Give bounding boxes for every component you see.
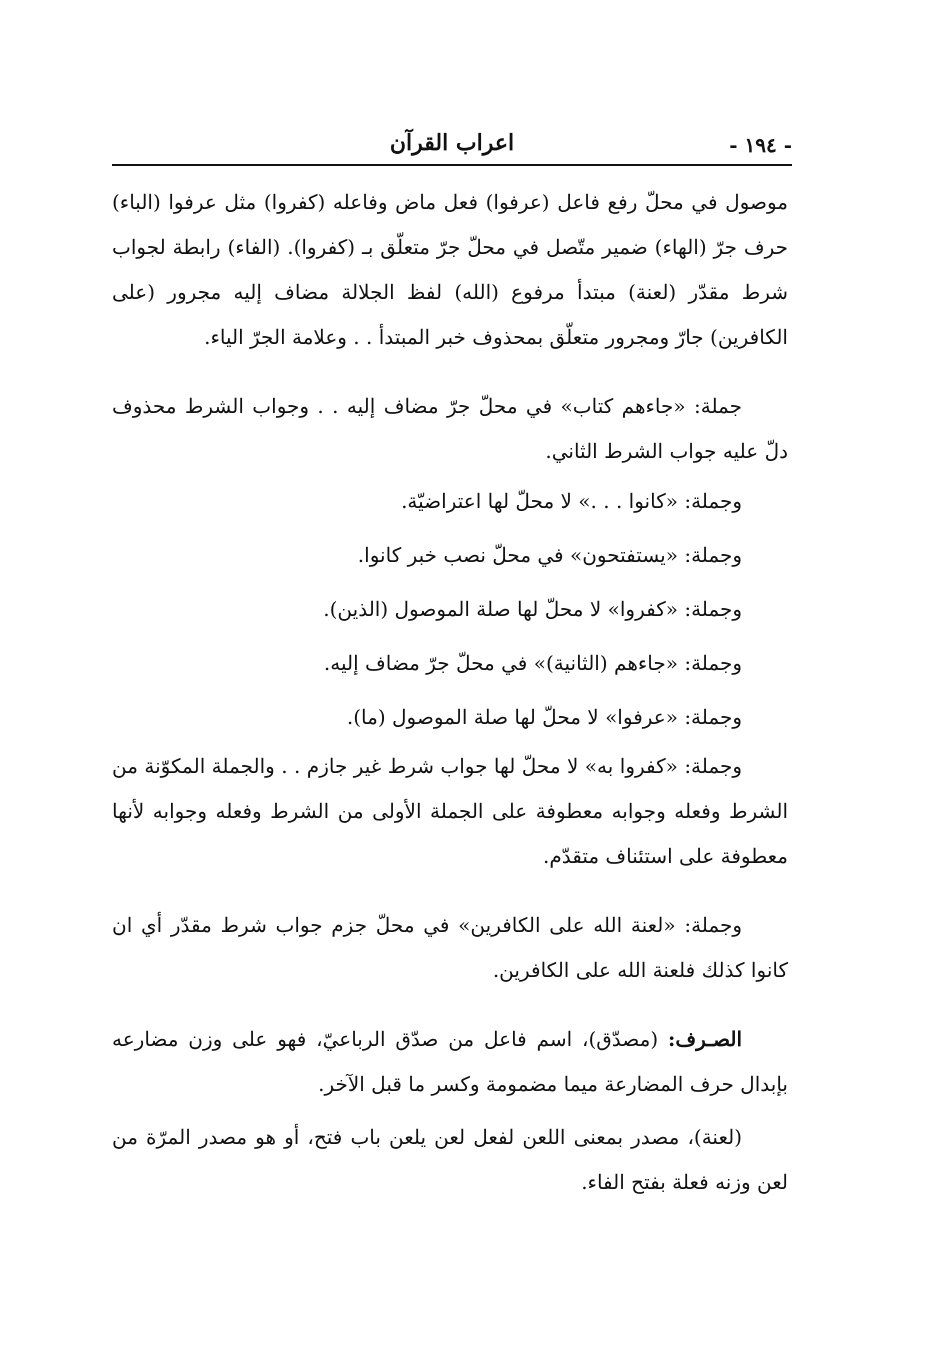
- sarf-label: الصـرف:: [668, 1027, 743, 1051]
- book-title: اعراب القرآن: [389, 130, 515, 156]
- paragraph-lanat-allah: وجملة: «لعنة الله على الكافرين» في محلّ جزم جواب شرط مقدّر أي ان كانوا كذلك فلعنة الله على الكافرين.: [112, 913, 788, 982]
- sentence-item-arafu: وجملة: «عرفوا» لا محلّ لها صلة الموصول (ما).: [346, 705, 742, 729]
- header-divider: [112, 164, 792, 166]
- sentence-item-kanu: وجملة: «كانوا . . .» لا محلّ لها اعتراضيّة.: [401, 489, 742, 513]
- page-header: [112, 128, 792, 166]
- sentence-item-jaahum-second: وجملة: «جاءهم (الثانية)» في محلّ جرّ مضاف إليه.: [323, 651, 742, 675]
- paragraph-kafaru-bihi: وجملة: «كفروا به» لا محلّ لها جواب شرط غير جازم . . والجملة المكوّنة من الشرط وفعله وجوابه معطوفة على الجملة الأولى من الشرط وفعله وجوابه لأنها معطوفة على استئناف متقدّم.: [112, 754, 788, 868]
- paragraph-irab: موصول في محلّ رفع فاعل (عرفوا) فعل ماض وفاعله (كفروا) مثل عرفوا (الباء) حرف جرّ (الهاء) ضمير متّصل في محلّ جرّ متعلّق بـ (كفروا). (الفاء) رابطة لجواب شرط مقدّر (لعنة) مبتدأ مرفوع (الله) لفظ الجلالة مضاف إليه مجرور (على الكافرين) جارّ ومجرور متعلّق بمحذوف خبر المبتدأ . . وعلامة الجرّ الياء.: [112, 190, 788, 349]
- page-content: [112, 180, 788, 1205]
- paragraph-sentence-jaahum: جملة: «جاءهم كتاب» في محلّ جرّ مضاف إليه . . وجواب الشرط محذوف دلّ عليه جواب الشرط الثاني.: [112, 394, 788, 463]
- sentence-item-kafaru: وجملة: «كفروا» لا محلّ لها صلة الموصول (الذين).: [323, 597, 742, 621]
- paragraph-sarf: [112, 1017, 788, 1107]
- sentence-item-yastaftihun: وجملة: «يستفتحون» في محلّ نصب خبر كانوا.: [357, 543, 742, 567]
- page-number: - ١٩٤ -: [729, 133, 792, 157]
- sarf-text: (مصدّق)، اسم فاعل من صدّق الرباعيّ، فهو على وزن مضارعه بإبدال حرف المضارعة ميما مضمومة وكسر ما قبل الآخر.: [112, 1027, 788, 1096]
- paragraph-lanah-definition: (لعنة)، مصدر بمعنى اللعن لفعل لعن يلعن باب فتح، أو هو مصدر المرّة من لعن وزنه فعلة بفتح الفاء.: [112, 1125, 788, 1194]
